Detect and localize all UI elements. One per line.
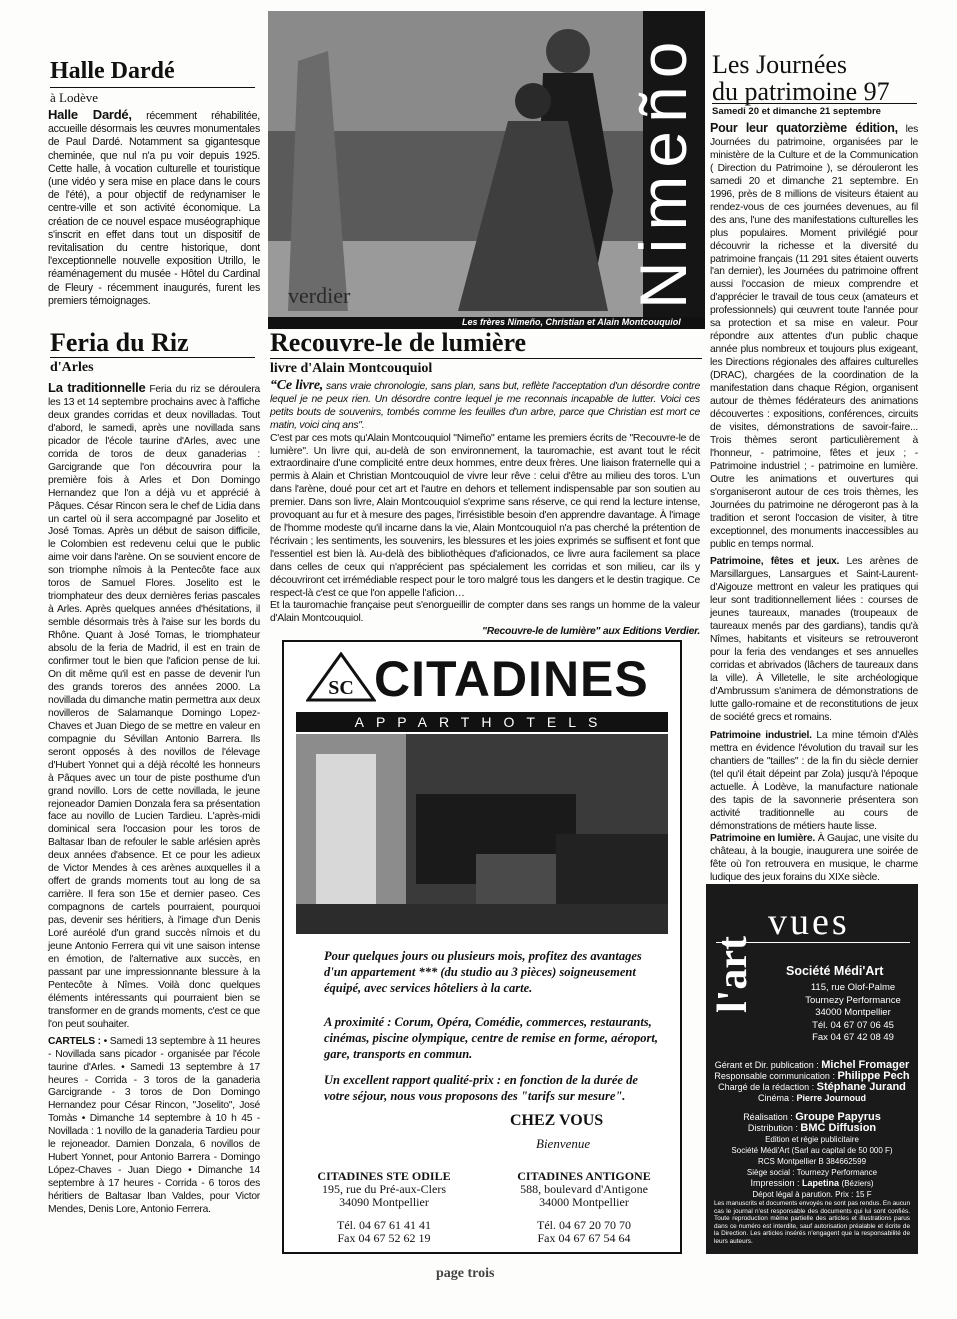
journees-title-2: du patrimoine 97	[712, 77, 890, 106]
artvues-ed5: Dépot légal à parution. Prix : 15 F	[752, 1190, 872, 1199]
artvues-ed1: Edition et régie publicitaire	[765, 1135, 859, 1144]
citadines-p2	[324, 1014, 660, 1062]
artvues-logo-right: vues	[768, 901, 850, 943]
citadines-left-address	[294, 1170, 474, 1245]
page-number: page trois	[436, 1266, 495, 1281]
feria-article	[48, 382, 260, 1217]
recouvre-credit: "Recouvre-le de lumière" aux Editions Verdier.	[482, 626, 700, 638]
left-addr2: 34090 Montpellier	[339, 1195, 429, 1209]
halle-title: Halle Dardé	[50, 58, 175, 84]
artvues-c3-value: Stéphane Jurand	[816, 1081, 906, 1093]
journees-s2-text: La mine témoin d'Alès mettra en évidence l'évolution du travail sur les chantiers de "tailles" : de la fin du siècle dernier (tel qu'il était dépeint par Zola) jusqu'à l'époque actuelle. À Lodève, la manufacture nationale des tapis de la savonnerie présentera son activité traditionnelle au cours de démonstrations de métiers haute lisse.	[710, 729, 918, 832]
artvues-credits	[710, 1060, 914, 1200]
recouvre-p2: Et la tauromachie française peut s'enorgueillir de compter dans ses rangs un homme de la valeur d'Alain Montcouquiol.	[270, 600, 700, 625]
photo-vertical-title: Nimeño	[626, 33, 700, 309]
journees-s3-text: À Gaujac, une visite du château, à la bougie, inaugurera une soirée de fête où l'on retrouvera en musique, le charme ludique des jeux forains du XIXe siècle.	[710, 833, 918, 884]
feria-title-rule	[50, 357, 255, 358]
citadines-p3-lead: Un excellent rapport qualité-prix	[324, 1073, 494, 1087]
journees-dates: Samedi 20 et dimanche 21 septembre	[712, 106, 881, 117]
artvues-ed2: Société Médi'Art (Sarl au capital de 50 000 F)	[731, 1146, 893, 1155]
artvues-c6-value: BMC Diffusion	[800, 1122, 877, 1134]
right-name: CITADINES ANTIGONE	[517, 1169, 651, 1183]
left-name: CITADINES STE ODILE	[317, 1169, 451, 1183]
halle-subtitle: à Lodève	[50, 90, 99, 105]
artvues-addr2: Tournezy Performance	[805, 994, 901, 1006]
feria-text: Feria du riz se déroulera les 13 et 14 septembre prochains avec à l'affiche deux grandes corridas et deux novilladas. Tout d'abord, le samedi, après une novillada sans picador de l'école taurine d'Arles, avec une corrida de toros de deux ganaderias : Garcigrande que l'on découvrira pour la première fois à Arles et Don Domingo Hernandez que l'on a déjà vu et apprécié à Pâques. César Rincon sera le chef de Lidia dans un cartel où il sera accompagné par Joselito et José Tomas. Après un début de saison difficile, le Colombien est redevenu celui que le public aime voir dans l'arène. On se souvient encore de son triomphe nîmois à la Pentecôte face aux toros de Samuel Flores. Joselito est le triomphateur des deux dernières ferias pascales à Arles. Après quelques années d'hésitations, il semble désormais très à l'aise sur les bords du Rhône. Quant à José Tomas, le triomphateur absolu de la feria de Madrid, il est en train de confirmer tout le bien que l'aficion pense de lui. On dit même qu'il est en passe de devenir l'un des grands toreros des années 2000. La novillada du dimanche matin permettra aux deux novilleros de Salamanque Domingo Lopez-Chaves et Juan Diego de se mettre en valeur en compagnie du Sévillan Antonio Barrera. Ils seront opposés à des novillos de l'élevage d'Hubert Yonnet qui a déjà récolté les honneurs à Pâques avec un tour de piste posthume d'un grand novillo. Lors de cette novillada, le jeune rejoneador Damien Donzala fera sa présentation face au novillo de Lucien Tardieu. L'après-midi dominical sera l'occasion pour les toros de Baltasar Iban de refouler le sable arlésien après deux années d'absence. Et ce pour les adieux de Victor Mendes à ces arènes auxquelles il a offert de grands moments tout au long de sa carrière. Il fera son 15e et dernier paseo. Ces compagnons de cartels pourraient, pourquoi pas, devenir ses héritiers, à l'image d'un Denis Loré auréolé d'un grand succès nîmois et du jeune Antonio Ferrera qui vit une saison intense en émotion, de l'alternative aux succès, en passant par une impressionnante blessure à la Pentecôte à Nîmes. Voilà donc quelques éléments intéressants qui pourraient bien se transformer en de grands moments, c'est ce que l'on peut souhaiter.	[48, 384, 260, 1030]
artvues-c7-extra: (Béziers)	[841, 1179, 874, 1188]
feria-cartels-label: CARTELS :	[48, 1035, 101, 1047]
left-tel: Tél. 04 67 61 41 41	[337, 1218, 431, 1232]
artvues-c5-value: Groupe Papyrus	[795, 1111, 881, 1123]
journees-s1-text: Les arènes de Marsillargues, Lansargues et Saint-Laurent-d'Aigouze mettront en valeur les pratiques qui leur sont traditionnellement liées : courses de jeunes taureaux, manades (troupeaux de taureaux menés par des gardians), tandis qu'à Nîmes, habitants et visiteurs se retrouveront pour la feria des vendanges et ses annuelles corridas et abrivados (lâchers de taureaux dans la ville). À Villetelle, le site archéologique d'Ambrussum s'animera de démonstrations de lutte gallo-romaine et de reconstitutions de jeux de société grecs et romains.	[710, 556, 918, 723]
artvues-c4-value: Pierre Journoud	[796, 1093, 867, 1103]
halle-lead: Halle Dardé,	[48, 107, 132, 122]
nimeno-photo	[268, 11, 705, 329]
artvues-c1-label: Gérant et Dir. publication :	[714, 1060, 819, 1070]
artvues-tel: Tél. 04 67 07 06 45	[812, 1019, 894, 1031]
artvues-address	[798, 982, 908, 1045]
left-fax: Fax 04 67 52 62 19	[337, 1231, 431, 1245]
citadines-ad	[282, 640, 682, 1254]
journees-s2-label: Patrimoine industriel.	[710, 729, 812, 741]
right-addr2: 34000 Montpellier	[539, 1195, 629, 1209]
artvues-fax: Fax 04 67 42 08 49	[812, 1032, 894, 1043]
artvues-c1-value: Michel Fromager	[821, 1059, 910, 1071]
recouvre-p1: C'est par ces mots qu'Alain Montcouquiol "Nimeño" entame les premiers écrits de "Recouvre-le de lumière". Un livre qui, au-delà de son environnement, la tauromachie, est avant tout le récit extraordinaire d'une complicité entre deux hommes, entre deux frères. Une liaison fraternelle qui a permis à Alain et Christian Montcouquiol de vivre leur rêve : celui d'être au milieu des toros. L'un dans l'arène, doué pour cet art et l'autre en dehors et tellement indispensable par son soutien au premier. Dans son livre, Alain Montcouquiol s'exprime sans réserve, ce qui rend la lecture intense, provoquant au fur et à mesure des pages, l'irrésistible besoin d'en apprendre davantage. À l'image de l'homme modeste qu'il incarne dans la vie, Alain Montcouquiol n'a pas cherché la prétention de l'écrivain ; les sentiments, les souvenirs, les blessures et les joies exprimés se suffisent et font que l'essentiel est bien là. Au-delà des bibliothèques d'aficionados, ce livre aura facilement sa place dans celles de ceux qui n'apprécient pas spécialement les corridas et son milieu, car ils y découvriront cet irrémédiable respect pour le toro malgré tous les dangers et le destin tragique. Ce respect-là c'est ce que l'on appelle l'aficion…	[270, 432, 700, 599]
halle-title-rule	[50, 87, 255, 88]
citadines-p2-lead: A proximité	[324, 1015, 385, 1029]
citadines-bienvenue: Bienvenue	[536, 1136, 591, 1151]
artvues-c7-label: Impression :	[750, 1178, 800, 1188]
artvues-c6-label: Distribution :	[747, 1123, 798, 1133]
halle-text: récemment réhabilitée, accueille désormais les œuvres monumentales de Paul Dardé. Notamment sa gigantesque cheminée, que nul n'a pu voir depuis 1925. Cette halle, à vocation culturelle et touristique (une vidéo y sera mise en place dans le cours de l'été), a pour objectif de redynamiser le centre-ville et son activité économique. La création de ce nouvel espace muséographique s'inscrit en effet dans tout un dispositif de revitalisation du centre historique, dont l'exceptionnelle nouvelle exposition Utrillo, le réaménagement du musée - Hôtel du Cardinal de Fleury - récemment inaugurés, furent les premiers témoignages.	[48, 110, 260, 307]
citadines-right-address	[494, 1170, 674, 1245]
artvues-c4-label: Cinéma :	[757, 1093, 794, 1103]
photo-caption: Les frères Nimeño, Christian et Alain Montcouquiol	[462, 317, 681, 327]
artvues-c3-label: Chargé de la rédaction :	[718, 1082, 815, 1092]
artvues-c7-value: Lapetina	[802, 1178, 840, 1188]
artvues-c5-label: Réalisation :	[743, 1112, 793, 1122]
journees-title-1: Les Journées	[712, 50, 848, 79]
recouvre-article	[270, 380, 700, 639]
artvues-addr1: 115, rue Olof-Palme	[810, 982, 896, 993]
right-addr1: 588, boulevard d'Antigone	[520, 1182, 648, 1196]
citadines-p2-text: : Corum, Opéra, Comédie, commerces, restaurants, cinémas, piscine olympique, centre de remise en forme, aéroport, gare, transports en commun.	[324, 1015, 658, 1061]
apartment-photo	[296, 734, 668, 934]
recouvre-subtitle: livre d'Alain Montcouquiol	[270, 361, 433, 376]
feria-title: Feria du Riz	[50, 328, 189, 357]
recouvre-title: Recouvre-le de lumière	[270, 328, 527, 357]
artvues-box	[706, 884, 918, 1254]
recouvre-quote: sans vraie chronologie, sans plan, sans but, reflète l'acceptation d'un désordre contre lequel je ne peux rien. Un désordre contre lequel je me reconnais incapable de lutter. Voici ces petits bouts de souvenirs, tombés comme les feuilles d'un arbre, parce que Christian est mort ce matin, voici cinq ans".	[270, 381, 700, 431]
artvues-ed3: RCS Montpellier B 384662599	[757, 1157, 867, 1166]
left-addr1: 195, rue du Pré-aux-Clers	[322, 1182, 446, 1196]
svg-text:SC: SC	[328, 677, 354, 699]
right-tel: Tél. 04 67 20 70 70	[537, 1218, 631, 1232]
journees-s3-label: Patrimoine en lumière.	[710, 833, 816, 845]
journees-s1-label: Patrimoine, fêtes et jeux.	[710, 556, 840, 568]
halle-article	[48, 108, 260, 308]
feria-subtitle: d'Arles	[50, 360, 94, 375]
artvues-c2-label: Responsable communication :	[714, 1071, 835, 1081]
citadines-brand: CITADINES	[374, 651, 649, 707]
citadines-p3	[324, 1072, 660, 1104]
citadines-logo-icon	[306, 652, 376, 702]
artvues-c2-value: Philippe Pech	[837, 1070, 910, 1082]
journees-title-rule	[712, 103, 917, 104]
journees-lead: Pour leur quatorzième édition,	[710, 121, 898, 135]
photo-publisher-watermark: verdier	[288, 283, 351, 308]
feria-lead: La traditionnelle	[48, 380, 146, 395]
artvues-ed4: Siège social : Tournezy Performance	[746, 1168, 878, 1177]
right-fax: Fax 04 67 67 54 64	[537, 1231, 631, 1245]
recouvre-title-rule	[270, 358, 702, 359]
artvues-logo-left: l'art	[710, 936, 756, 1013]
citadines-p1: Pour quelques jours ou plusieurs mois, profitez des avantages d'un appartement *** (du studio au 3 pièces) soigneusement équipé, avec services hôteliers à la carte.	[324, 949, 642, 995]
citadines-chez-vous: CHEZ VOUS	[510, 1112, 604, 1129]
citadines-p3-text: : en fonction de la durée de votre séjour, nous vous proposons des "tarifs sur mesure".	[324, 1073, 638, 1103]
journees-text: les Journées du patrimoine, organisées par le ministère de la Culture et de la Communication ( Direction du Patrimoine ), se dérouleront les samedi 20 et dimanche 21 septembre. En 1996, près de 8 millions de visiteurs étaient au rendez-vous de ces journées devenues, au fil des ans, l'une des manifestations culturelles les plus populaires. Moment privilégié pour découvrir la richesse et la diversité du patrimoine français (11 291 sites étaient ouverts l'an dernier), les Journées du patrimoine offrent aussi l'occasion de mieux comprendre et d'apprécier le travail de tous ceux (amateurs et professionnels) qui œuvrent toute l'année pour sa protection et sa mise en valeur. Pour répondre aux attentes d'un public chaque année plus nombreux et toujours plus exigeant, les Directions régionales des affaires culturelles (DRAC), chargées de la coordination de la manifestation dans chaque Région, organisent autour de thèmes fédérateurs des animations découvertes : expositions, conférences, circuits de visites, démonstrations de savoir-faire... Trois thèmes seront particulièrement à l'honneur, - patrimoine, fêtes et jeux ; - Patrimoine industriel ; - patrimoine en lumière. Outre les animations et ouvertures qui s'organiseront autour de ces trois thèmes, les Journées du patrimoine ne dérogeront pas à la tradition et seront l'occasion de visiter, à titre exceptionnel, des monuments inaccessibles au public en temps normal.	[710, 124, 918, 550]
artvues-addr3: 34000 Montpellier	[815, 1007, 891, 1018]
artvues-company: Société Médi'Art	[786, 964, 884, 978]
artvues-legal: Les manuscrits et documents envoyés ne sont pas rendus. En aucun cas le journal n'est responsable des documents qui lui sont confiés. Toute reproduction même partielle des articles et illustrations parus dans ce numéro est interdite, sauf autorisation préalable et écrite de la Direction. Les articles insérés n'engagent que la responsabilité de leurs auteurs.	[714, 1200, 910, 1245]
journees-article	[710, 122, 918, 885]
feria-cartels-text: • Samedi 13 septembre à 11 heures - Novillada sans picador - organisée par l'école taurine d'Arles. • Samedi 13 septembre à 17 heures - Corrida - 3 toros de la ganaderia Garcigrande - 3 toros de Don Domingo Hernandez pour César Rincon, "Joselito", José Tomàs • Dimanche 14 septembre à 10 h 45 - Novillada : 1 novillo de la ganaderia Tardieu pour le rejoneador. Damien Donzala, 6 novillos de Hubert Yonnet, pour Antonio Barrera - Domingo López-Chaves - Juan Diego • Dimanche 14 septembre à 17 heures - Corrida - 6 toros des héritiers de Baltasar Iban Valdes, pour Victor Mendes, Denis Lore, Antonio Ferrera.	[48, 1035, 260, 1216]
citadines-tagline: APPARTHOTELS	[354, 714, 610, 730]
recouvre-quote-lead: “Ce livre,	[270, 378, 324, 393]
